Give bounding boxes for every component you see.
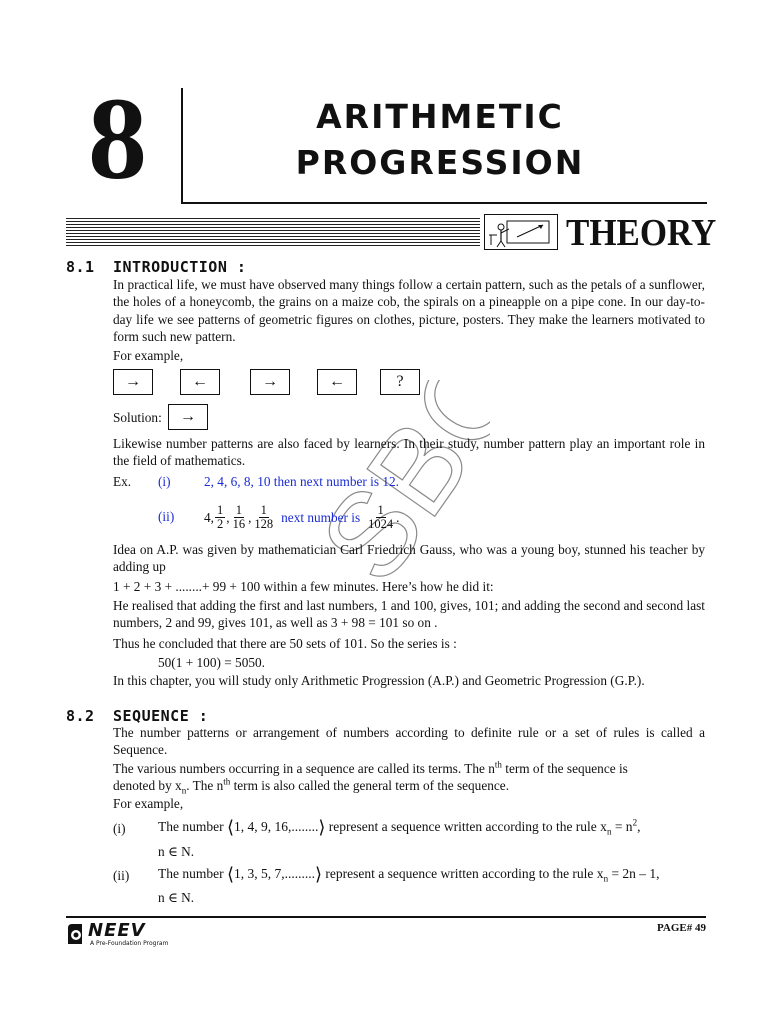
- pattern-box-1: [113, 369, 153, 395]
- question-mark: ?: [396, 373, 404, 390]
- chapter-number: 8: [88, 73, 145, 204]
- ex1-text: 2, 4, 6, 8, 10 then next number is 12.: [204, 474, 399, 489]
- seq-item2-label: (ii): [113, 868, 130, 883]
- theory-banner-hatch: [66, 218, 480, 248]
- watermark-text: SBC: [294, 380, 490, 600]
- fraction-answer: $\frac{1}{1024}$: [368, 502, 394, 531]
- theory-teacher-icon: [484, 214, 558, 250]
- ex2-mid-text: next number is: [281, 509, 361, 525]
- section-heading-introduction: INTRODUCTION :: [113, 258, 247, 276]
- seq-item2-text: The number ⟨1, 3, 5, 7,.........⟩ represent a sequence written according to the rule $x_n = 2n - 1$,: [158, 864, 660, 884]
- chapter-title-line2: PROGRESSION: [295, 143, 585, 182]
- chapter-scope-line: In this chapter, you will study only Arithmetic Progression (A.P.) and Geometric Progression (G.P.).: [113, 673, 645, 688]
- seq-item1-label: (i): [113, 821, 126, 836]
- ex2-lead: 4,: [204, 509, 214, 525]
- section-heading-sequence: SEQUENCE :: [113, 707, 209, 725]
- for-example-label: For example,: [113, 348, 184, 363]
- seq-item2-domain: n ∈ N.: [158, 890, 195, 905]
- arrow-right-icon: →: [262, 373, 278, 390]
- arrow-left-icon: ←: [329, 373, 345, 390]
- sequence-terms-line: The various numbers occurring in a sequence are called its terms. The $n^{th}$ term of the sequence is: [113, 759, 628, 776]
- chapter-title-line1: ARITHMETIC: [316, 97, 564, 136]
- ex2-label: (ii): [158, 509, 175, 524]
- arrow-left-icon: ←: [192, 373, 208, 390]
- gauss-paragraph-2: He realised that adding the first and last numbers, 1 and 100, gives, 101; and adding the second and second last numbers, 2 and 99, gives 101, as well as 3 + 98 = 101 so on .: [113, 598, 705, 631]
- footer-brand: NEEV: [88, 920, 146, 941]
- section-number-8-1: 8.1: [66, 258, 95, 276]
- gauss-paragraph-1: Idea on A.P. was given by mathematician Carl Friedrich Gauss, who was a young boy, stunned his teacher by adding up: [113, 542, 705, 575]
- gauss-conclusion: Thus he concluded that there are 50 sets of 101. So the series is :: [113, 636, 457, 651]
- sequence-general-term-line: denoted by $x_n$. The $n^{th}$ term is also called the general term of the sequence.: [113, 776, 510, 796]
- header-horizontal-rule: [181, 202, 707, 204]
- solution-label: Solution:: [113, 410, 162, 425]
- sequence-for-example: For example,: [113, 796, 184, 811]
- seq-item1-domain: n ∈ N.: [158, 844, 195, 859]
- intro-paragraph: In practical life, we must have observed many things follow a certain pattern, such as the petals of a sunflower, the holes of a honeycomb, the grains on a maize cob, the spirals on a pineapple on a pipe cone. In our day-to-day life we see patterns of geometric figures on clothes, picture, posters. They make the learners motivated to form such new pattern.: [113, 277, 705, 345]
- page-number: PAGE# 49: [657, 922, 706, 934]
- pattern-box-2: [180, 369, 220, 395]
- section-number-8-2: 8.2: [66, 707, 95, 725]
- arrow-right-icon: →: [180, 408, 196, 425]
- gauss-result: 50(1 + 100) = 5050.: [158, 655, 265, 670]
- neev-logo-icon: [66, 922, 86, 946]
- sequence-definition: The number patterns or arrangement of numbers according to definite rule or a set of rules is called a Sequence.: [113, 725, 705, 758]
- arrow-right-icon: →: [125, 373, 141, 390]
- seq-item1-text: The number ⟨1, 4, 9, 16,........⟩ represent a sequence written according to the rule $x_n = n^2$,: [158, 817, 641, 837]
- pattern-box-unknown: [380, 369, 420, 395]
- ex2-expression: 4, $\frac{1}{2}$ , $\frac{1}{16}$ , $\frac{1}{128}$ next number is $\frac{1}{1024}$ .: [204, 502, 400, 531]
- fraction-1: $\frac{1}{2}$: [216, 502, 224, 531]
- pattern-box-3: [250, 369, 290, 395]
- ex1-label: (i): [158, 474, 171, 489]
- footer-rule: [66, 916, 706, 918]
- number-patterns-paragraph: Likewise number patterns are also faced by learners. In their study, number pattern play an important role in the field of mathematics.: [113, 436, 705, 469]
- fraction-2: $\frac{1}{16}$: [232, 502, 246, 531]
- ex-label: Ex.: [113, 474, 132, 489]
- solution-box: [168, 404, 208, 430]
- fraction-3: $\frac{1}{128}$: [254, 502, 274, 531]
- footer-tagline: A Pre-Foundation Program: [90, 940, 169, 947]
- pattern-box-4: [317, 369, 357, 395]
- theory-label: THEORY: [566, 212, 717, 254]
- gauss-sum-line: 1 + 2 + 3 + ........+ 99 + 100 within a few minutes. Here’s how he did it:: [113, 579, 494, 594]
- header-vertical-rule: [181, 88, 183, 204]
